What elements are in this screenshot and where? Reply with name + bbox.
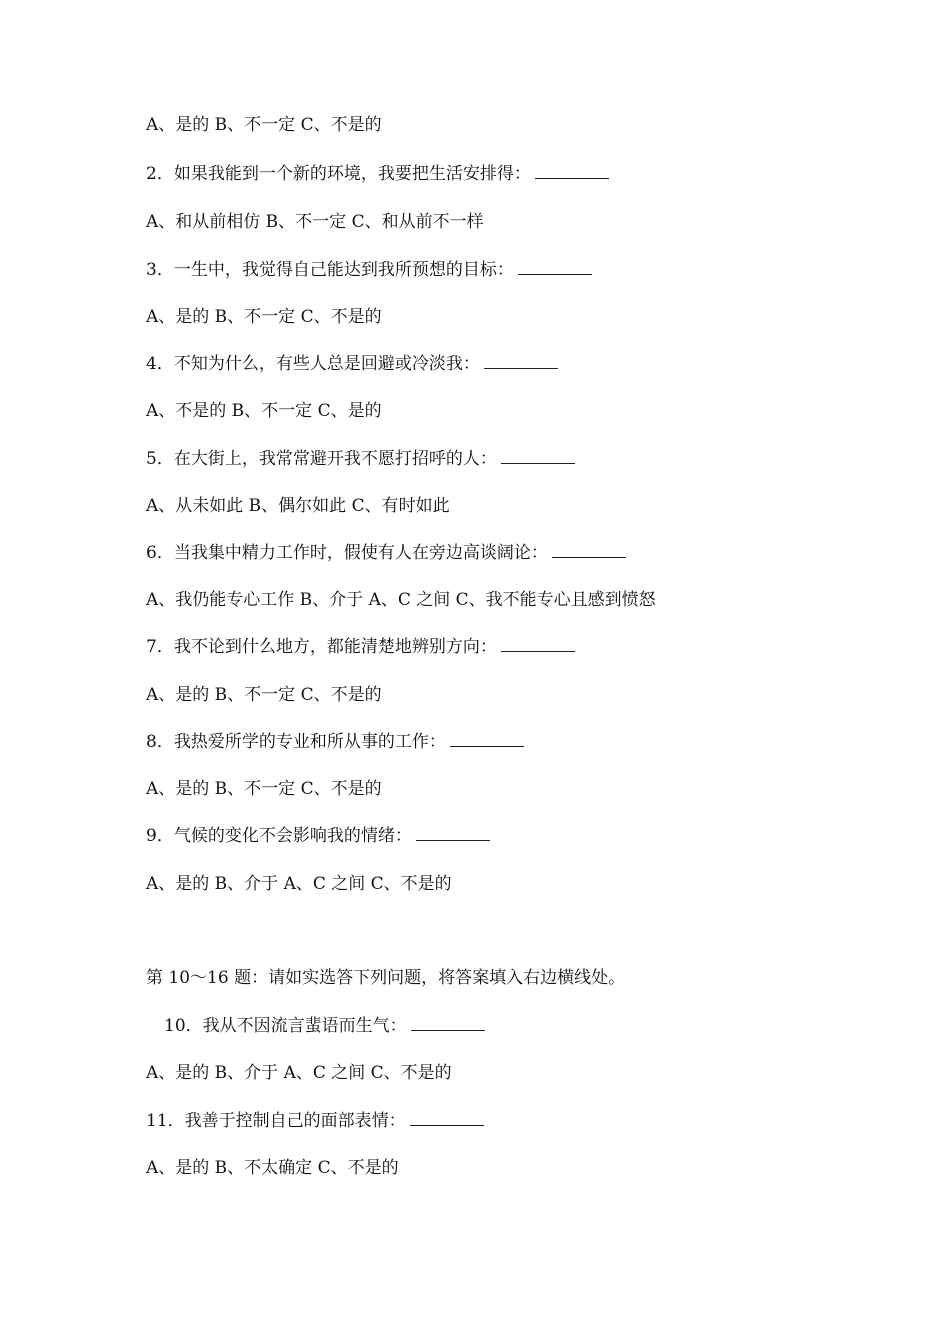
question (146, 731, 524, 753)
line-text: A、是的 B、不一定 C、不是的 (146, 307, 382, 327)
line-text: A、是的 B、不太确定 C、不是的 (146, 1158, 399, 1178)
line-text: 10．我从不因流言蜚语而生气： (164, 1016, 407, 1036)
line-text: A、我仍能专心工作 B、介于 A、C 之间 C、我不能专心且感到愤怒 (146, 590, 656, 610)
answer-blank[interactable] (518, 260, 592, 275)
line-text: 9．气候的变化不会影响我的情绪： (146, 826, 412, 846)
line-text: 第 10～16 题：请如实选答下列问题，将答案填入右边横线处。 (146, 968, 626, 988)
answer-options (146, 589, 656, 611)
line-text: A、是的 B、介于 A、C 之间 C、不是的 (146, 874, 452, 894)
line-text: A、和从前相仿 B、不一定 C、和从前不一样 (146, 212, 484, 232)
answer-options (146, 684, 382, 706)
answer-options (146, 114, 382, 136)
line-text: A、是的 B、不一定 C、不是的 (146, 779, 382, 799)
answer-blank[interactable] (501, 449, 575, 464)
question (146, 448, 575, 470)
line-text: 2．如果我能到一个新的环境，我要把生活安排得： (146, 164, 531, 184)
answer-blank[interactable] (484, 354, 558, 369)
line-text: 11．我善于控制自己的面部表情： (146, 1111, 406, 1131)
question (146, 636, 575, 658)
line-text: 7．我不论到什么地方，都能清楚地辨别方向： (146, 637, 497, 657)
line-text: A、是的 B、介于 A、C 之间 C、不是的 (146, 1063, 452, 1083)
answer-options (146, 778, 382, 800)
question (146, 542, 626, 564)
answer-options (146, 873, 452, 895)
answer-blank[interactable] (410, 1111, 484, 1126)
line-text: A、从未如此 B、偶尔如此 C、有时如此 (146, 496, 450, 516)
line-text: 6．当我集中精力工作时，假使有人在旁边高谈阔论： (146, 543, 548, 563)
line-text: 3．一生中，我觉得自己能达到我所预想的目标： (146, 260, 514, 280)
answer-blank[interactable] (501, 637, 575, 652)
answer-blank[interactable] (416, 826, 490, 841)
line-text: A、不是的 B、不一定 C、是的 (146, 401, 382, 421)
question (164, 1015, 485, 1037)
line-text: A、是的 B、不一定 C、不是的 (146, 115, 382, 135)
answer-options (146, 211, 484, 233)
section-instruction (146, 967, 625, 989)
line-text: 5．在大街上，我常常避开我不愿打招呼的人： (146, 449, 497, 469)
question (146, 1110, 484, 1132)
answer-blank[interactable] (552, 543, 626, 558)
question (146, 825, 490, 847)
answer-options (146, 1062, 452, 1084)
line-text: A、是的 B、不一定 C、不是的 (146, 685, 382, 705)
question (146, 163, 609, 185)
line-text: 8．我热爱所学的专业和所从事的工作： (146, 732, 446, 752)
question (146, 353, 558, 375)
answer-options (146, 400, 382, 422)
question (146, 259, 592, 281)
answer-blank[interactable] (535, 164, 609, 179)
line-text: 4．不知为什么，有些人总是回避或冷淡我： (146, 354, 480, 374)
answer-blank[interactable] (411, 1016, 485, 1031)
answer-options (146, 495, 450, 517)
answer-options (146, 1157, 399, 1179)
answer-blank[interactable] (450, 732, 524, 747)
answer-options (146, 306, 382, 328)
